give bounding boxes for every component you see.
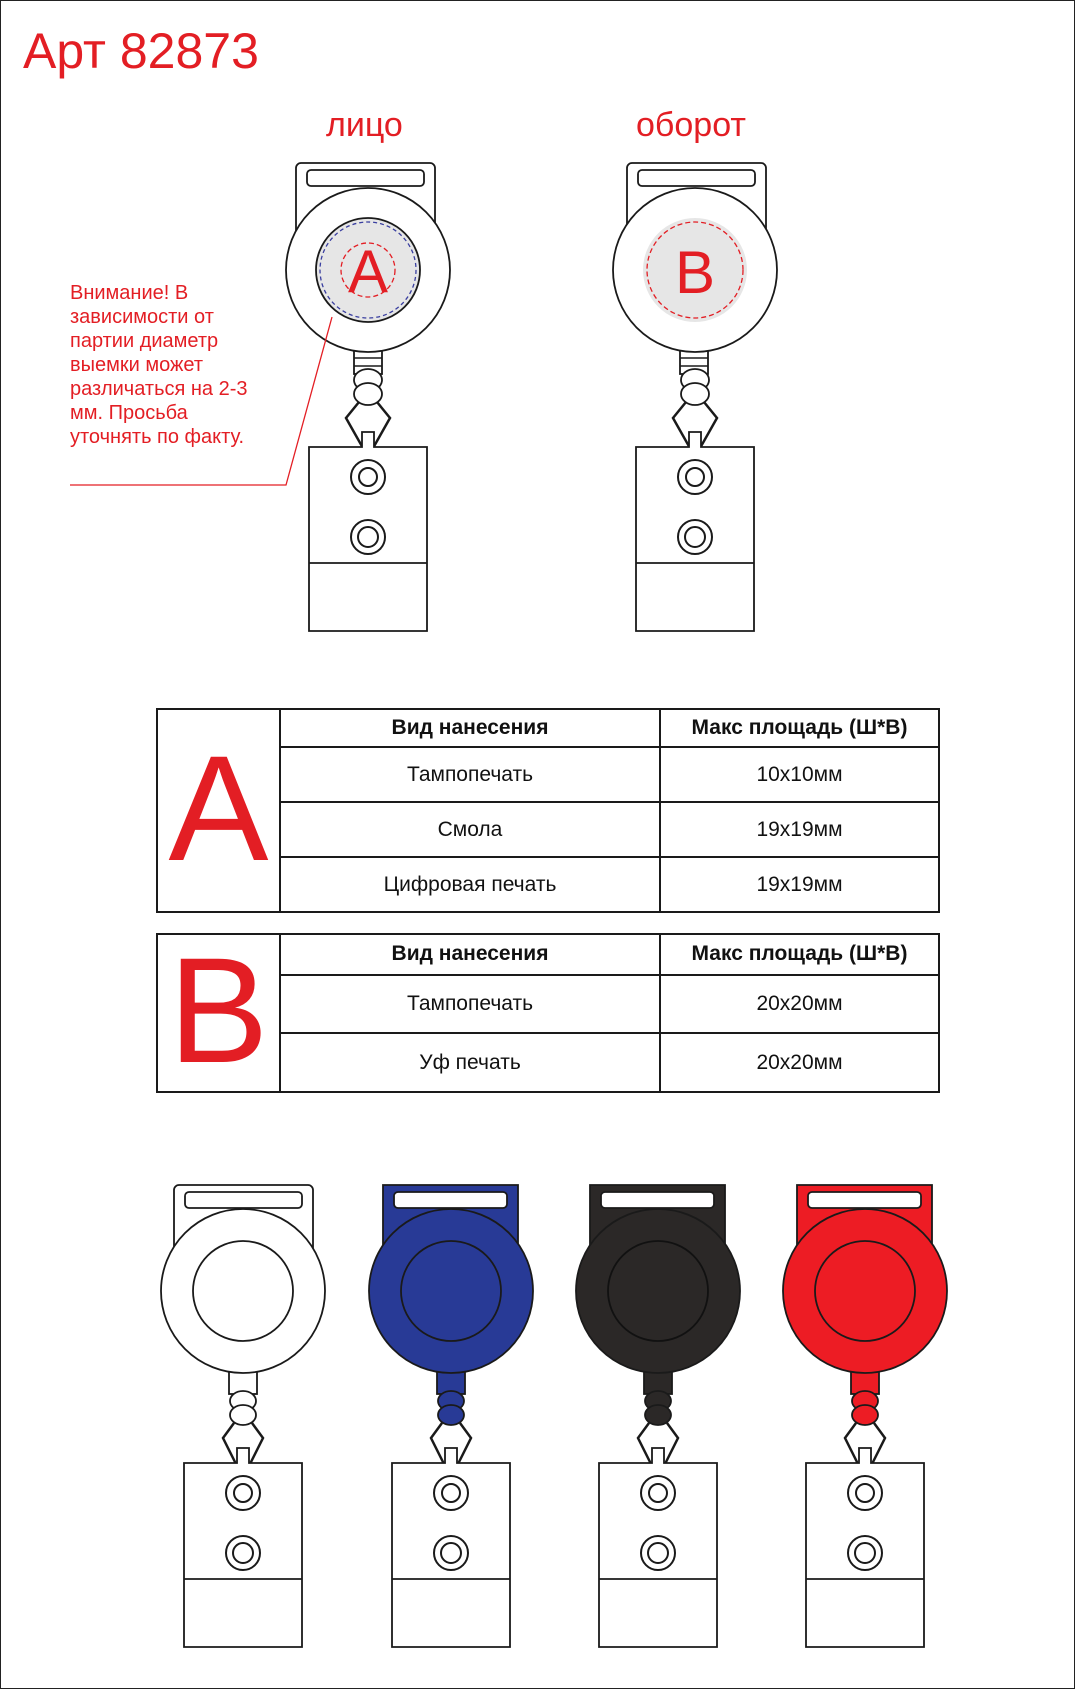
article-title: Арт 82873 [23,23,259,79]
table-b-header-method: Вид нанесения [280,934,660,975]
table-b-header-area: Макс площадь (Ш*В) [660,934,939,975]
table-a-area: 19x19мм [660,857,939,912]
table-a-area: 19x19мм [660,802,939,857]
table-b-area: 20x20мм [660,975,939,1034]
note-leader-line [70,317,332,485]
table-a-area: 10x10мм [660,747,939,802]
table-b-method: Тампопечать [280,975,660,1034]
table-a-header-method: Вид нанесения [280,709,660,747]
print-area-table-a [156,708,940,913]
variant-blue [369,1185,533,1647]
table-a-letter: A [157,709,280,912]
back-zone-marker: B [674,239,716,306]
table-a-method: Тампопечать [280,747,660,802]
table-b-area: 20x20мм [660,1033,939,1092]
table-b-method: Уф печать [280,1033,660,1092]
table-b-letter: B [157,934,280,1092]
table-a-method: Цифровая печать [280,857,660,912]
front-side-label: лицо [326,106,403,144]
attention-note: Внимание! В зависимости от партии диаметр выемки может различаться на 2-3 мм. Просьба уточнять по факту. [70,282,248,448]
variant-white [161,1185,325,1647]
front-zone-marker: A [347,238,389,305]
table-a-method: Смола [280,802,660,857]
back-side-label: оборот [636,106,746,144]
table-a-header-area: Макс площадь (Ш*В) [660,709,939,747]
print-area-table-b [156,926,940,1094]
variant-black [576,1185,740,1647]
back-badge-reel [613,163,777,631]
variant-red [783,1185,947,1647]
